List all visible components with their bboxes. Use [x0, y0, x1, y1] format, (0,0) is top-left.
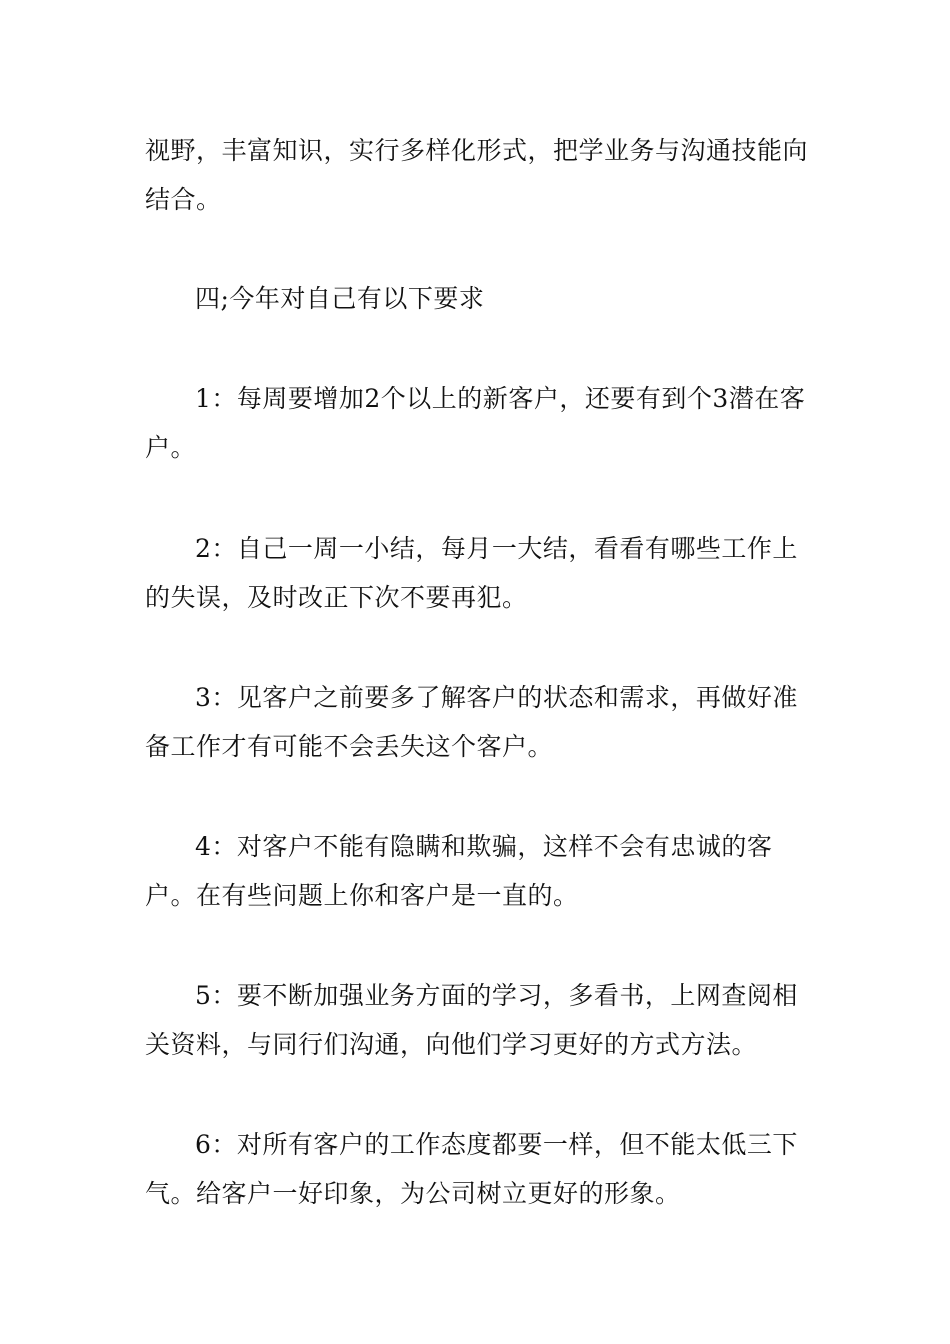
- section-heading: 四;今年对自己有以下要求: [195, 284, 485, 313]
- list-item-3: 3：见客户之前要多了解客户的状态和需求，再做好准备工作才有可能不会丢失这个客户。: [145, 683, 798, 761]
- list-item-4: 4：对客户不能有隐瞒和欺骗，这样不会有忠诚的客户。在有些问题上你和客户是一直的。: [145, 832, 773, 910]
- paragraph-continuation: 视野，丰富知识，实行多样化形式，把学业务与沟通技能向结合。: [145, 136, 809, 214]
- list-item-6: 6：对所有客户的工作态度都要一样，但不能太低三下气。给客户一好印象，为公司树立更好的形象。: [145, 1130, 798, 1208]
- list-item-2: 2：自己一周一小结，每月一大结，看看有哪些工作上的失误，及时改正下次不要再犯。: [145, 534, 798, 612]
- list-item-1: 1：每周要增加2个以上的新客户，还要有到个3潜在客户。: [145, 384, 806, 462]
- list-item-5: 5：要不断加强业务方面的学习，多看书，上网查阅相关资料，与同行们沟通，向他们学习更好的方式方法。: [145, 981, 798, 1059]
